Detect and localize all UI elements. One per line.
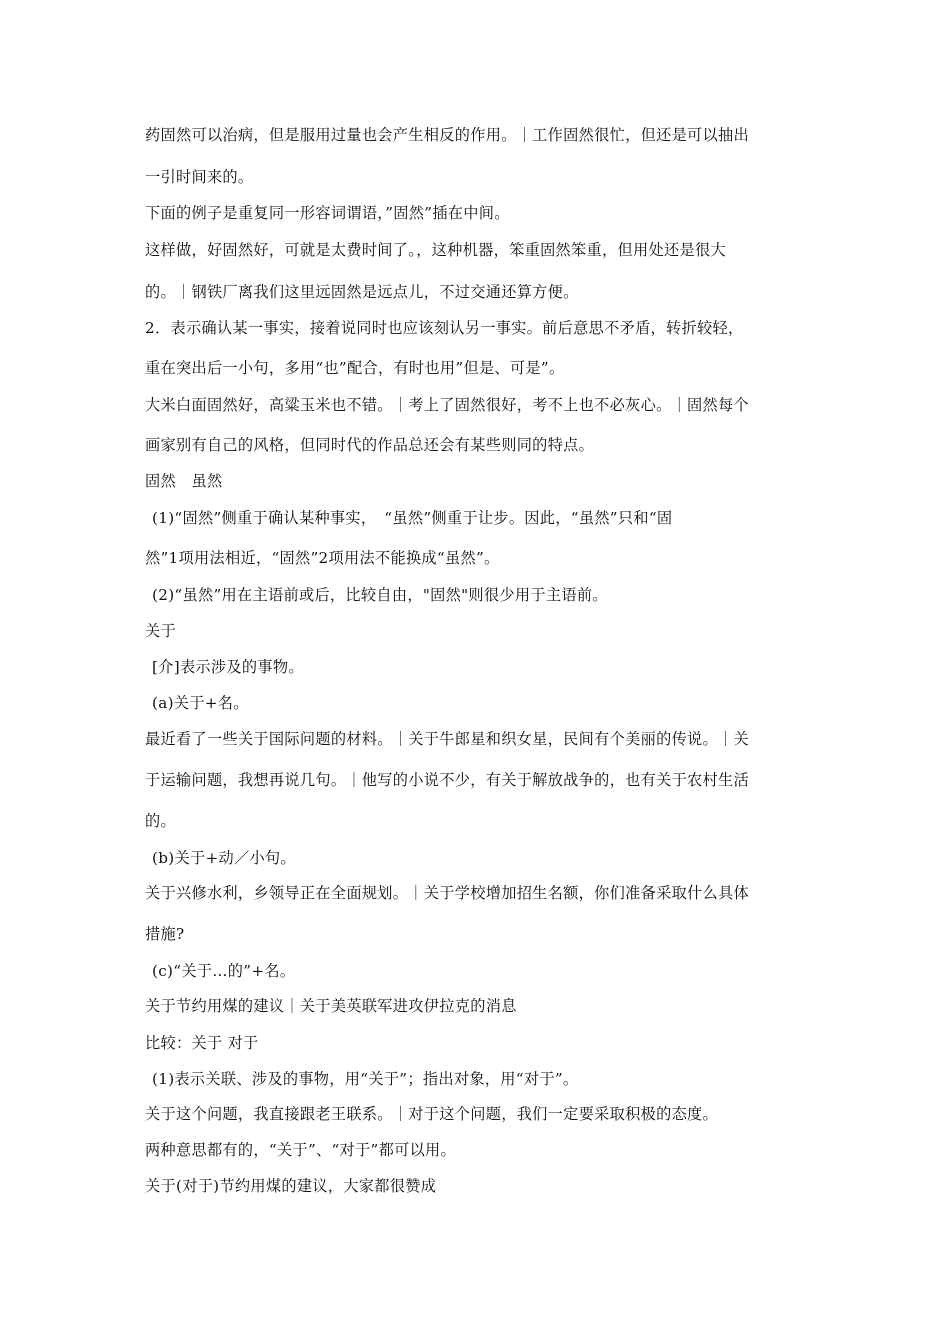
text-line: 2．表示确认某一事实，接着说同时也应该刻认另一事实。前后意思不矛盾，转折较轻， (145, 319, 744, 337)
text-line: 比较：关于 对于 (145, 1034, 259, 1052)
text-line: 关于这个问题，我直接跟老王联系。｜对于这个问题，我们一定要采取积极的态度。 (145, 1105, 719, 1123)
text-line: 然”1项用法相近，“固然”2项用法不能换成“虽然”。 (145, 549, 500, 567)
text-line: (c)“关于…的”+名。 (152, 962, 296, 980)
text-line: 一引时间来的。 (145, 168, 254, 186)
text-line: (b)关于+动／小句。 (152, 849, 296, 867)
text-line: (1)表示关联、涉及的事物，用“关于”；指出对象，用“对于”。 (152, 1070, 579, 1088)
text-line: 措施? (145, 925, 185, 943)
text-line: 关于节约用煤的建议｜关于美英联军进攻伊拉克的消息 (145, 997, 517, 1015)
text-line: 这样做，好固然好，可就是太费时间了。，这种机器，笨重固然笨重，但用处还是很大 (145, 241, 726, 259)
text-line: (a)关于+名。 (152, 694, 249, 712)
text-line: (2)“虽然”用在主语前或后，比较自由，"固然"则很少用于主语前。 (152, 586, 608, 604)
text-line: 的。 (145, 812, 176, 830)
text-line: 最近看了一些关于国际问题的材料。｜关于牛郎星和织女星，民间有个美丽的传说。｜关 (145, 730, 750, 748)
text-line: 关于(对于)节约用煤的建议，大家都很赞成 (145, 1177, 437, 1195)
section-heading: 关于 (145, 622, 176, 640)
text-line: 大米白面固然好，高粱玉米也不错。｜考上了固然很好，考不上也不必灰心。｜固然每个 (145, 396, 750, 414)
text-line: 两种意思都有的，“关于”、“对于”都可以用。 (145, 1141, 457, 1159)
text-line: 药固然可以治病，但是服用过量也会产生相反的作用。｜工作固然很忙，但还是可以抽出 (145, 126, 750, 144)
section-heading: 固然 虽然 (145, 472, 223, 490)
text-line: 画家别有自己的风格，但同时代的作品总还会有某些则同的特点。 (145, 436, 595, 454)
text-line: 关于兴修水利，乡领导正在全面规划。｜关于学校增加招生名额，你们准备采取什么具体 (145, 884, 750, 902)
text-line: 重在突出后一小句，多用“也”配合，有时也用”但是、可是”。 (145, 359, 565, 377)
text-line: 的。｜钢铁厂离我们这里远固然是远点儿，不过交通还算方便。 (145, 283, 579, 301)
text-line: 于运输问题，我想再说几句。｜他写的小说不少，有关于解放战争的，也有关于农村生活 (145, 771, 750, 789)
text-line: (1)“固然”侧重于确认某种事实， “虽然”侧重于让步。因此，“虽然”只和“固 (152, 509, 673, 527)
text-line: [介]表示涉及的事物。 (152, 658, 304, 676)
text-line: 下面的例子是重复同一形容词谓语，”固然”插在中间。 (145, 204, 510, 222)
